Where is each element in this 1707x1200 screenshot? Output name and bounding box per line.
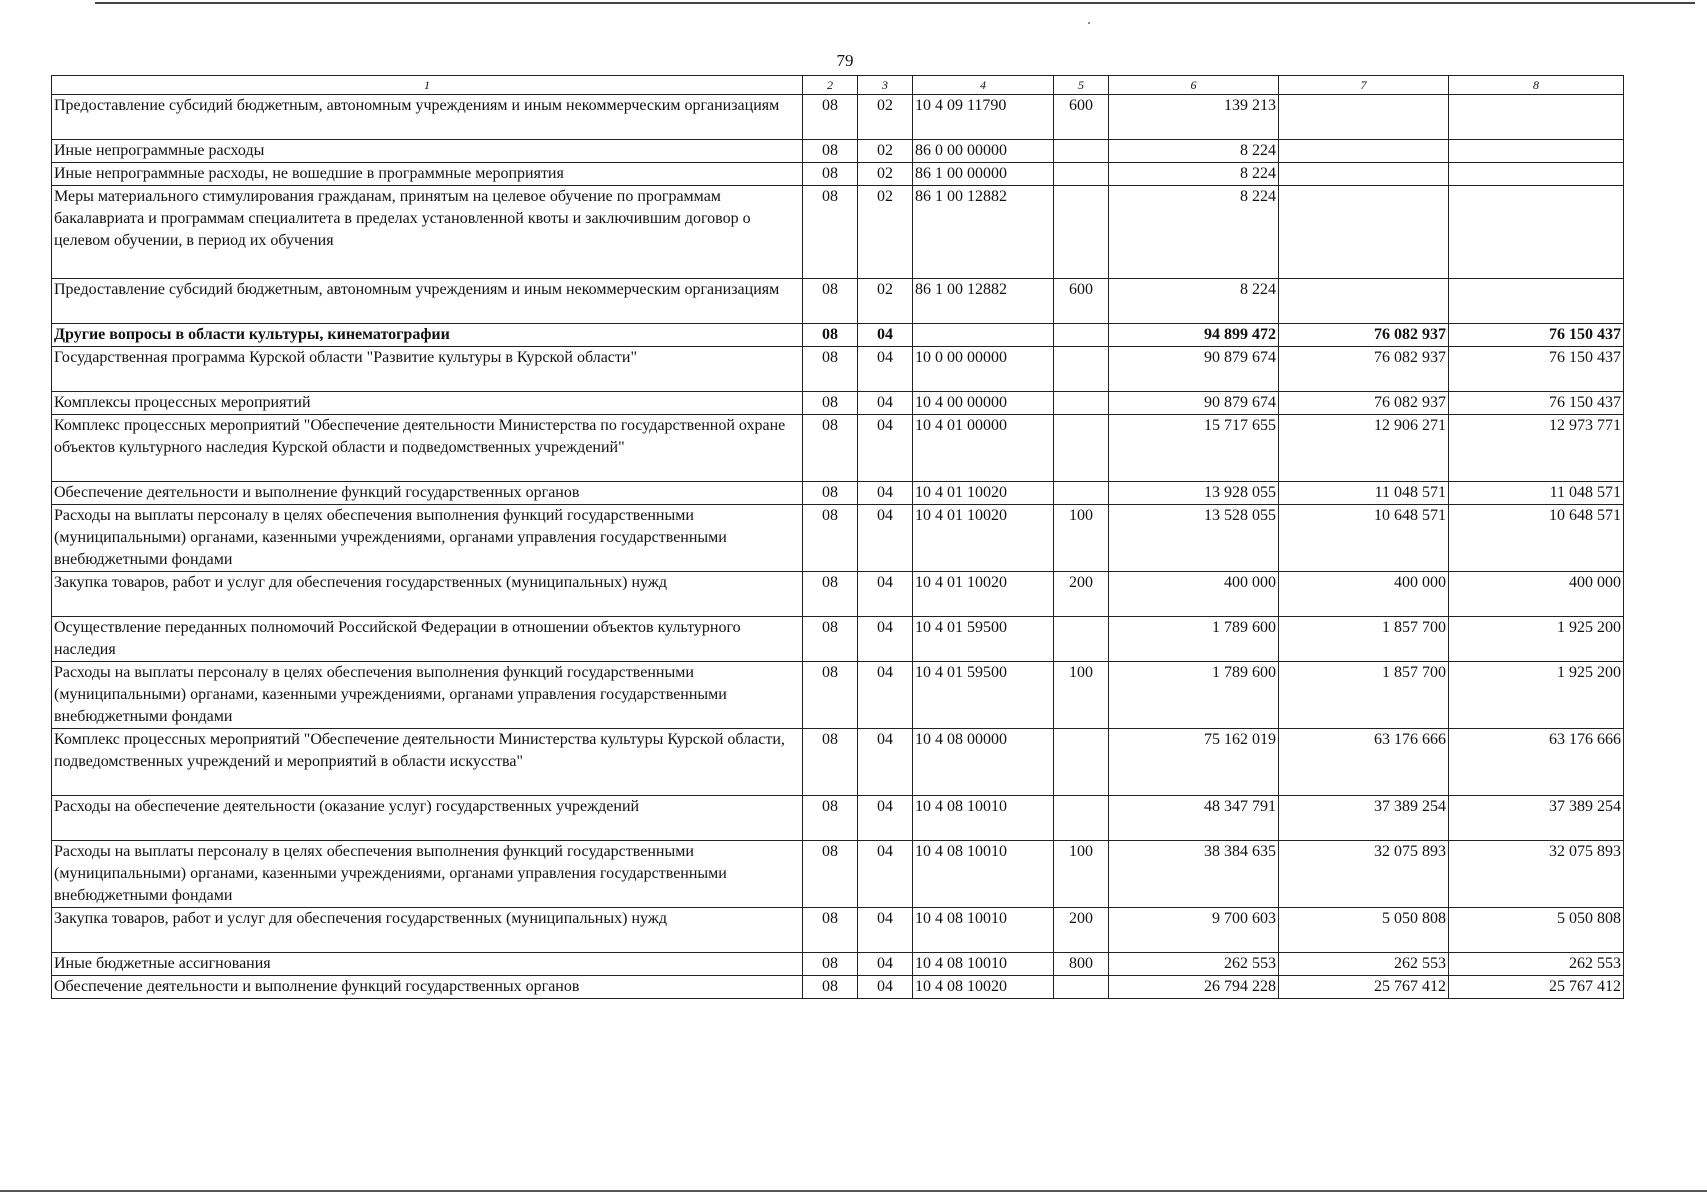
row-amount-col6: 13 528 055: [1109, 505, 1279, 572]
row-amount-col6: 48 347 791: [1109, 796, 1279, 841]
table-row: [52, 908, 1624, 953]
header-col-8: 8: [1449, 76, 1624, 95]
row-amount-col7: 12 906 271: [1279, 415, 1449, 482]
row-expense-type: 200: [1054, 908, 1109, 953]
row-amount-col8: 76 150 437: [1449, 392, 1624, 415]
table-row: [52, 279, 1624, 324]
row-amount-col6: 8 224: [1109, 140, 1279, 163]
row-amount-col6: 1 789 600: [1109, 662, 1279, 729]
row-amount-col7: [1279, 186, 1449, 279]
row-amount-col8: [1449, 279, 1624, 324]
row-expense-type: [1054, 186, 1109, 279]
row-section: 08: [803, 505, 858, 572]
row-name: Предоставление субсидий бюджетным, автономным учреждениям и иным некоммерческим организациям: [52, 95, 803, 140]
row-name: Обеспечение деятельности и выполнение функций государственных органов: [52, 482, 803, 505]
row-amount-col8: [1449, 95, 1624, 140]
row-name: Закупка товаров, работ и услуг для обеспечения государственных (муниципальных) нужд: [52, 572, 803, 617]
row-amount-col7: 76 082 937: [1279, 392, 1449, 415]
row-subsection: 02: [858, 140, 913, 163]
row-amount-col8: 10 648 571: [1449, 505, 1624, 572]
row-amount-col6: 94 899 472: [1109, 324, 1279, 347]
row-expense-type: 600: [1054, 279, 1109, 324]
table-row: [52, 482, 1624, 505]
scan-speck: [1088, 22, 1090, 24]
row-amount-col6: 139 213: [1109, 95, 1279, 140]
row-subsection: 04: [858, 841, 913, 908]
scan-top-edge: [95, 2, 1695, 4]
table-row: [52, 841, 1624, 908]
row-target-article: 86 1 00 00000: [913, 163, 1054, 186]
row-section: 08: [803, 908, 858, 953]
row-expense-type: [1054, 796, 1109, 841]
row-expense-type: [1054, 729, 1109, 796]
table-row: [52, 163, 1624, 186]
row-section: 08: [803, 186, 858, 279]
row-subsection: 04: [858, 415, 913, 482]
row-amount-col8: 32 075 893: [1449, 841, 1624, 908]
row-expense-type: [1054, 976, 1109, 999]
row-target-article: 10 4 08 10020: [913, 976, 1054, 999]
row-target-article: 10 4 08 00000: [913, 729, 1054, 796]
row-amount-col6: 15 717 655: [1109, 415, 1279, 482]
row-subsection: 04: [858, 347, 913, 392]
row-amount-col8: [1449, 186, 1624, 279]
row-section: 08: [803, 140, 858, 163]
table-row: [52, 347, 1624, 392]
row-expense-type: [1054, 347, 1109, 392]
row-expense-type: 800: [1054, 953, 1109, 976]
table-row: [52, 796, 1624, 841]
row-section: 08: [803, 95, 858, 140]
table-header: [52, 76, 1624, 95]
row-amount-col7: 37 389 254: [1279, 796, 1449, 841]
row-target-article: 10 4 09 11790: [913, 95, 1054, 140]
row-amount-col8: 12 973 771: [1449, 415, 1624, 482]
row-amount-col8: 400 000: [1449, 572, 1624, 617]
row-amount-col7: 262 553: [1279, 953, 1449, 976]
row-amount-col7: 63 176 666: [1279, 729, 1449, 796]
row-section: 08: [803, 415, 858, 482]
row-section: 08: [803, 279, 858, 324]
table-row: [52, 662, 1624, 729]
row-target-article: 10 4 08 10010: [913, 953, 1054, 976]
row-section: 08: [803, 976, 858, 999]
row-subsection: 04: [858, 505, 913, 572]
row-section: 08: [803, 729, 858, 796]
row-amount-col7: 11 048 571: [1279, 482, 1449, 505]
row-section: 08: [803, 662, 858, 729]
row-target-article: 10 4 01 59500: [913, 617, 1054, 662]
row-name: Иные бюджетные ассигнования: [52, 953, 803, 976]
row-amount-col7: 1 857 700: [1279, 617, 1449, 662]
row-section: 08: [803, 482, 858, 505]
row-amount-col7: 25 767 412: [1279, 976, 1449, 999]
row-amount-col8: 1 925 200: [1449, 662, 1624, 729]
table-row: [52, 392, 1624, 415]
row-target-article: 10 4 01 10020: [913, 482, 1054, 505]
header-col-4: 4: [913, 76, 1054, 95]
row-expense-type: [1054, 617, 1109, 662]
row-expense-type: 200: [1054, 572, 1109, 617]
row-expense-type: [1054, 415, 1109, 482]
header-col-1: 1: [52, 76, 803, 95]
row-name: Другие вопросы в области культуры, кинематографии: [52, 324, 803, 347]
row-amount-col7: 400 000: [1279, 572, 1449, 617]
table-row: [52, 729, 1624, 796]
row-amount-col8: 262 553: [1449, 953, 1624, 976]
row-name: Предоставление субсидий бюджетным, автономным учреждениям и иным некоммерческим организациям: [52, 279, 803, 324]
row-amount-col6: 262 553: [1109, 953, 1279, 976]
row-amount-col7: 10 648 571: [1279, 505, 1449, 572]
row-amount-col7: [1279, 279, 1449, 324]
row-name: Иные непрограммные расходы: [52, 140, 803, 163]
table-row: [52, 617, 1624, 662]
header-col-6: 6: [1109, 76, 1279, 95]
table-row: [52, 324, 1624, 347]
row-amount-col6: 75 162 019: [1109, 729, 1279, 796]
row-subsection: 04: [858, 953, 913, 976]
header-col-7: 7: [1279, 76, 1449, 95]
row-name: Комплексы процессных мероприятий: [52, 392, 803, 415]
row-subsection: 04: [858, 729, 913, 796]
table-row: [52, 186, 1624, 279]
row-amount-col6: 8 224: [1109, 163, 1279, 186]
row-amount-col6: 1 789 600: [1109, 617, 1279, 662]
row-section: 08: [803, 163, 858, 186]
row-amount-col7: 76 082 937: [1279, 347, 1449, 392]
row-expense-type: [1054, 482, 1109, 505]
row-expense-type: 100: [1054, 841, 1109, 908]
row-target-article: 10 4 01 00000: [913, 415, 1054, 482]
row-amount-col7: 76 082 937: [1279, 324, 1449, 347]
row-amount-col8: 76 150 437: [1449, 324, 1624, 347]
row-name: Государственная программа Курской области "Развитие культуры в Курской области": [52, 347, 803, 392]
row-subsection: 02: [858, 186, 913, 279]
row-amount-col8: 25 767 412: [1449, 976, 1624, 999]
row-name: Расходы на обеспечение деятельности (оказание услуг) государственных учреждений: [52, 796, 803, 841]
table-body: [52, 95, 1624, 999]
row-target-article: 10 4 08 10010: [913, 796, 1054, 841]
row-name: Меры материального стимулирования гражданам, принятым на целевое обучение по программам бакалавриата и программам специалитета в пределах установленной квоты и заключившим договор о целевом обучении, в период их обучения: [52, 186, 803, 279]
row-amount-col8: 76 150 437: [1449, 347, 1624, 392]
row-name: Расходы на выплаты персоналу в целях обеспечения выполнения функций государственными (муниципальными) органами, казенными учреждениями, органами управления государственными внебюджетными фондами: [52, 505, 803, 572]
row-subsection: 04: [858, 662, 913, 729]
row-expense-type: [1054, 140, 1109, 163]
row-name: Иные непрограммные расходы, не вошедшие в программные мероприятия: [52, 163, 803, 186]
row-amount-col6: 90 879 674: [1109, 392, 1279, 415]
row-amount-col7: [1279, 95, 1449, 140]
row-amount-col7: [1279, 140, 1449, 163]
row-subsection: 04: [858, 482, 913, 505]
row-amount-col6: 8 224: [1109, 186, 1279, 279]
row-name: Расходы на выплаты персоналу в целях обеспечения выполнения функций государственными (муниципальными) органами, казенными учреждениями, органами управления государственными внебюджетными фондами: [52, 841, 803, 908]
row-expense-type: [1054, 163, 1109, 186]
row-amount-col8: 11 048 571: [1449, 482, 1624, 505]
row-subsection: 04: [858, 324, 913, 347]
row-expense-type: 100: [1054, 505, 1109, 572]
row-section: 08: [803, 392, 858, 415]
row-section: 08: [803, 841, 858, 908]
table-row: [52, 572, 1624, 617]
row-amount-col8: 37 389 254: [1449, 796, 1624, 841]
row-amount-col7: 5 050 808: [1279, 908, 1449, 953]
row-section: 08: [803, 617, 858, 662]
row-amount-col6: 400 000: [1109, 572, 1279, 617]
row-expense-type: [1054, 392, 1109, 415]
row-amount-col6: 9 700 603: [1109, 908, 1279, 953]
row-target-article: 86 0 00 00000: [913, 140, 1054, 163]
row-section: 08: [803, 572, 858, 617]
header-col-3: 3: [858, 76, 913, 95]
row-target-article: 10 0 00 00000: [913, 347, 1054, 392]
budget-table: [51, 75, 1624, 999]
row-target-article: 86 1 00 12882: [913, 186, 1054, 279]
row-name: Закупка товаров, работ и услуг для обеспечения государственных (муниципальных) нужд: [52, 908, 803, 953]
row-amount-col7: 32 075 893: [1279, 841, 1449, 908]
row-amount-col8: 1 925 200: [1449, 617, 1624, 662]
row-amount-col7: 1 857 700: [1279, 662, 1449, 729]
row-name: Комплекс процессных мероприятий "Обеспечение деятельности Министерства культуры Курской области, подведомственных учреждений и мероприятий в области искусства": [52, 729, 803, 796]
row-name: Осуществление переданных полномочий Российской Федерации в отношении объектов культурного наследия: [52, 617, 803, 662]
row-target-article: 10 4 08 10010: [913, 908, 1054, 953]
row-amount-col7: [1279, 163, 1449, 186]
row-section: 08: [803, 796, 858, 841]
row-amount-col8: [1449, 140, 1624, 163]
row-amount-col6: 13 928 055: [1109, 482, 1279, 505]
row-target-article: 10 4 00 00000: [913, 392, 1054, 415]
row-target-article: 10 4 01 10020: [913, 572, 1054, 617]
row-target-article: 10 4 01 59500: [913, 662, 1054, 729]
row-subsection: 04: [858, 572, 913, 617]
row-target-article: 10 4 08 10010: [913, 841, 1054, 908]
row-name: Расходы на выплаты персоналу в целях обеспечения выполнения функций государственными (муниципальными) органами, казенными учреждениями, органами управления государственными внебюджетными фондами: [52, 662, 803, 729]
row-section: 08: [803, 324, 858, 347]
row-expense-type: [1054, 324, 1109, 347]
row-amount-col6: 8 224: [1109, 279, 1279, 324]
table-row: [52, 953, 1624, 976]
row-subsection: 04: [858, 617, 913, 662]
row-expense-type: 600: [1054, 95, 1109, 140]
header-row: [52, 76, 1624, 95]
row-amount-col8: 5 050 808: [1449, 908, 1624, 953]
row-section: 08: [803, 953, 858, 976]
header-col-5: 5: [1054, 76, 1109, 95]
scan-bottom-edge: [0, 1190, 1707, 1192]
row-subsection: 04: [858, 908, 913, 953]
page-number: 79: [836, 51, 854, 70]
row-target-article: [913, 324, 1054, 347]
table-row: [52, 95, 1624, 140]
row-expense-type: 100: [1054, 662, 1109, 729]
row-name: Обеспечение деятельности и выполнение функций государственных органов: [52, 976, 803, 999]
row-subsection: 04: [858, 796, 913, 841]
row-subsection: 04: [858, 392, 913, 415]
table-row: [52, 140, 1624, 163]
row-subsection: 02: [858, 163, 913, 186]
row-amount-col6: 26 794 228: [1109, 976, 1279, 999]
row-target-article: 10 4 01 10020: [913, 505, 1054, 572]
row-amount-col6: 90 879 674: [1109, 347, 1279, 392]
table-row: [52, 976, 1624, 999]
header-col-2: 2: [803, 76, 858, 95]
row-subsection: 04: [858, 976, 913, 999]
table-row: [52, 505, 1624, 572]
row-amount-col8: [1449, 163, 1624, 186]
row-subsection: 02: [858, 279, 913, 324]
row-name: Комплекс процессных мероприятий "Обеспечение деятельности Министерства по государственной охране объектов культурного наследия Курской области и подведомственных учреждений": [52, 415, 803, 482]
row-amount-col8: 63 176 666: [1449, 729, 1624, 796]
table-row: [52, 415, 1624, 482]
row-section: 08: [803, 347, 858, 392]
row-target-article: 86 1 00 12882: [913, 279, 1054, 324]
row-amount-col6: 38 384 635: [1109, 841, 1279, 908]
row-subsection: 02: [858, 95, 913, 140]
